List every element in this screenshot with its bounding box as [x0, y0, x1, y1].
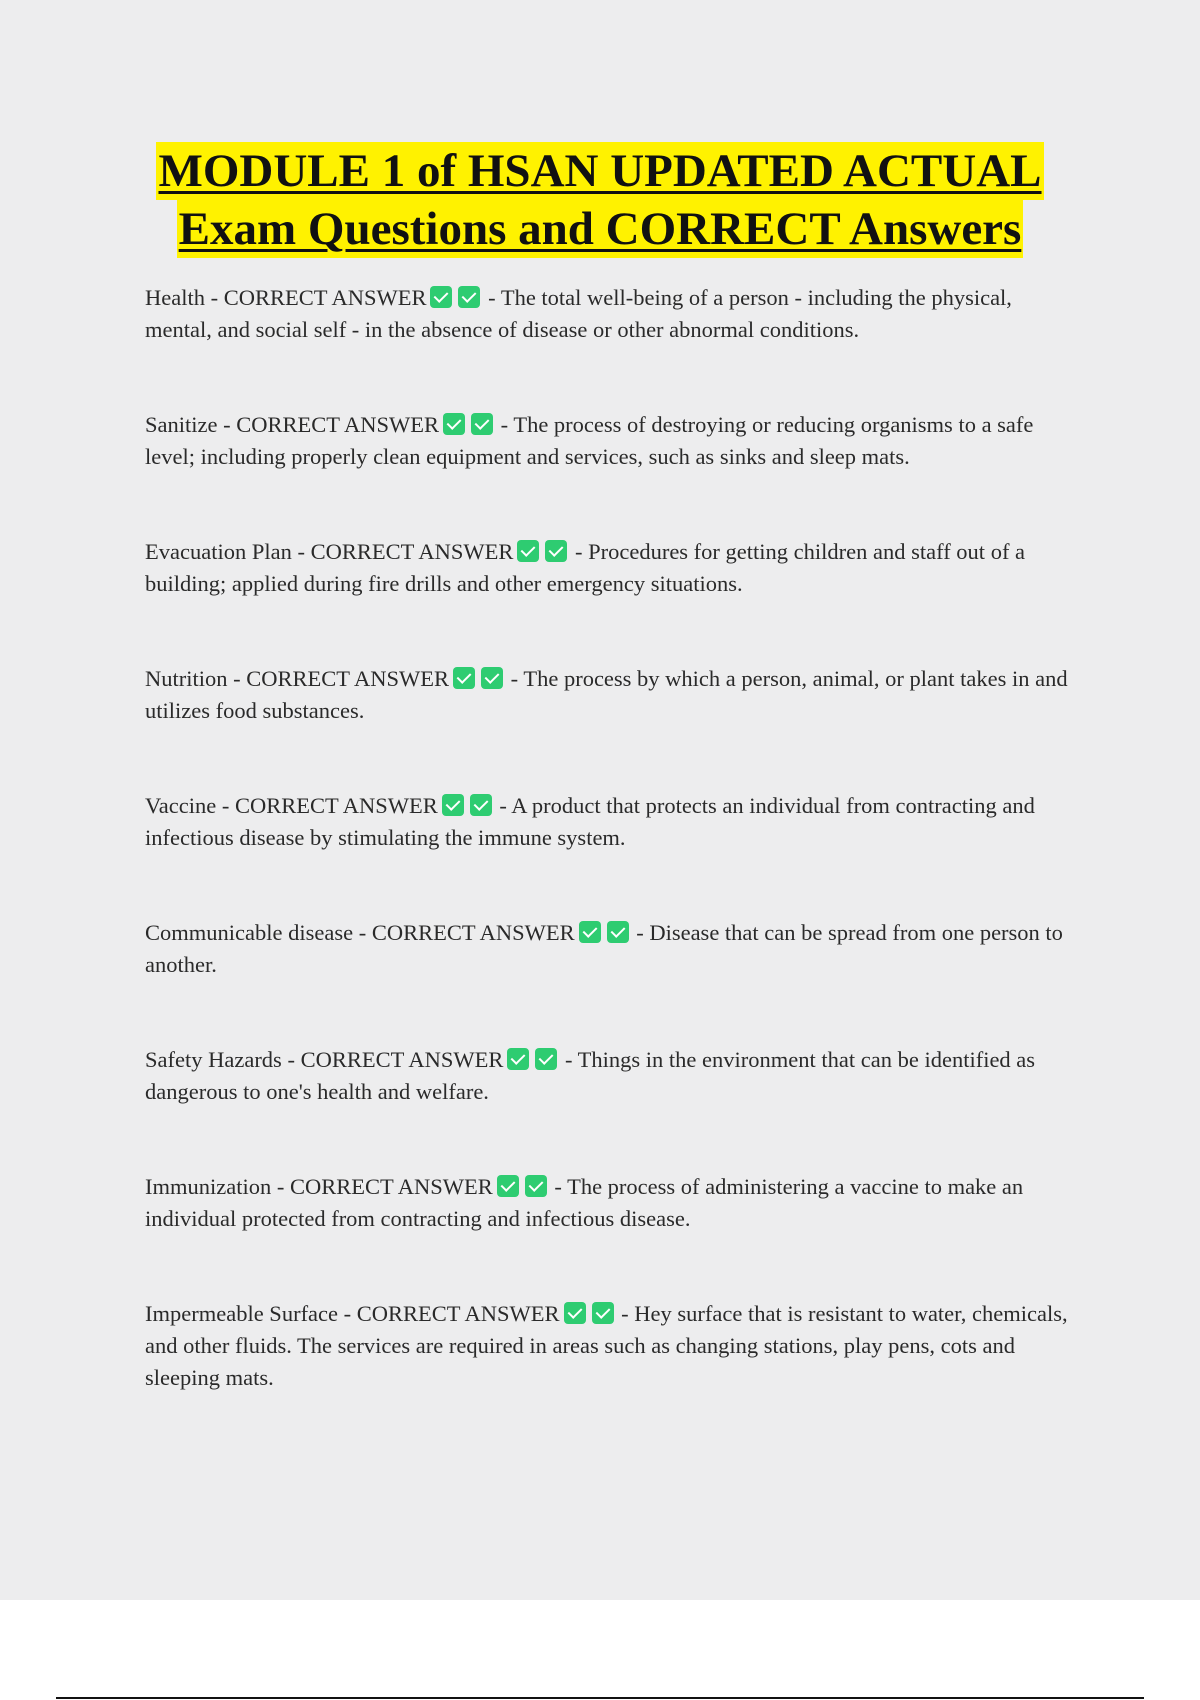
answer-marker: CORRECT ANSWER: [223, 285, 427, 310]
entry-definition: The process by which a person, animal, or plant takes in and utilizes food substances.: [145, 666, 1068, 723]
entry-definition: Things in the environment that can be identified as dangerous to one's health and welfare.: [145, 1047, 1036, 1104]
entry-term: Immunization: [145, 1174, 272, 1199]
qa-entry: Impermeable Surface - CORRECT ANSWER - Hey surface that is resistant to water, chemicals, and other fluids. The services are required in areas such as changing stations, play pens, cots and sleeping mats.: [145, 1301, 1068, 1390]
answer-marker: CORRECT ANSWER: [356, 1301, 560, 1326]
check-icon: [507, 1048, 529, 1070]
check-icon: [481, 667, 503, 689]
answer-marker: CORRECT ANSWER: [300, 1047, 504, 1072]
check-icon: [471, 413, 493, 435]
answer-marker: CORRECT ANSWER: [310, 539, 514, 564]
answer-marker: CORRECT ANSWER: [234, 793, 438, 818]
check-icon: [525, 1175, 547, 1197]
entry-term: Sanitize: [145, 412, 218, 437]
qa-entry: Sanitize - CORRECT ANSWER - The process of destroying or reducing organisms to a safe level; including properly clean equipment and services, such as sinks and sleep mats.: [145, 412, 1034, 469]
qa-list: [145, 282, 1080, 1457]
qa-entry: Health - CORRECT ANSWER - The total well-being of a person - including the physical, mental, and social self - in the absence of disease or other abnormal conditions.: [145, 285, 1012, 342]
qa-entry: Immunization - CORRECT ANSWER - The process of administering a vaccine to make an individual protected from contracting and infectious disease.: [145, 1174, 1024, 1231]
qa-entry: Vaccine - CORRECT ANSWER - A product that protects an individual from contracting and infectious disease by stimulating the immune system.: [145, 793, 1035, 850]
check-icon: [564, 1302, 586, 1324]
check-icon: [592, 1302, 614, 1324]
check-icon: [458, 286, 480, 308]
entry-definition: Procedures for getting children and staff out of a building; applied during fire drills and other emergency situations.: [145, 539, 1026, 596]
entry-term: Vaccine: [145, 793, 217, 818]
entry-definition: The total well-being of a person - including the physical, mental, and social self - in the absence of disease or other abnormal conditions.: [145, 285, 1012, 342]
entry-term: Safety Hazards: [145, 1047, 282, 1072]
check-icon: [607, 921, 629, 943]
check-icon: [453, 667, 475, 689]
entry-term: Nutrition: [145, 666, 228, 691]
check-icon: [443, 413, 465, 435]
answer-marker: CORRECT ANSWER: [236, 412, 439, 437]
answer-marker: CORRECT ANSWER: [246, 666, 449, 691]
entry-definition: A product that protects an individual from contracting and infectious disease by stimulating the immune system.: [145, 793, 1035, 850]
entry-term: Communicable disease: [145, 920, 354, 945]
qa-entry: Nutrition - CORRECT ANSWER - The process by which a person, animal, or plant takes in and utilizes food substances.: [145, 666, 1068, 723]
check-icon: [470, 794, 492, 816]
entry-definition: Hey surface that is resistant to water, chemicals, and other fluids. The services are required in areas such as changing stations, play pens, cots and sleeping mats.: [145, 1301, 1068, 1390]
qa-entry: Safety Hazards - CORRECT ANSWER - Things in the environment that can be identified as dangerous to one's health and welfare.: [145, 1047, 1036, 1104]
title-line-1: MODULE 1 of HSAN UPDATED ACTUAL: [156, 142, 1043, 200]
entry-term: Health: [145, 285, 205, 310]
check-icon: [517, 540, 539, 562]
entry-definition: The process of administering a vaccine to make an individual protected from contracting and infectious disease.: [145, 1174, 1024, 1231]
entry-definition: Disease that can be spread from one person to another.: [145, 920, 1063, 977]
check-icon: [430, 286, 452, 308]
answer-marker: CORRECT ANSWER: [371, 920, 575, 945]
document-title: [0, 142, 1200, 258]
title-line-2: Exam Questions and CORRECT Answers: [177, 200, 1024, 258]
check-icon: [545, 540, 567, 562]
check-icon: [442, 794, 464, 816]
qa-entry: Evacuation Plan - CORRECT ANSWER - Procedures for getting children and staff out of a building; applied during fire drills and other emergency situations.: [145, 539, 1026, 596]
qa-entry: Communicable disease - CORRECT ANSWER - Disease that can be spread from one person to another.: [145, 920, 1063, 977]
check-icon: [497, 1175, 519, 1197]
footer-divider: [56, 1697, 1144, 1699]
entry-term: Impermeable Surface: [145, 1301, 339, 1326]
check-icon: [579, 921, 601, 943]
answer-marker: CORRECT ANSWER: [289, 1174, 493, 1199]
check-icon: [535, 1048, 557, 1070]
entry-term: Evacuation Plan: [145, 539, 292, 564]
entry-definition: The process of destroying or reducing organisms to a safe level; including properly clean equipment and services, such as sinks and sleep mats.: [145, 412, 1034, 469]
